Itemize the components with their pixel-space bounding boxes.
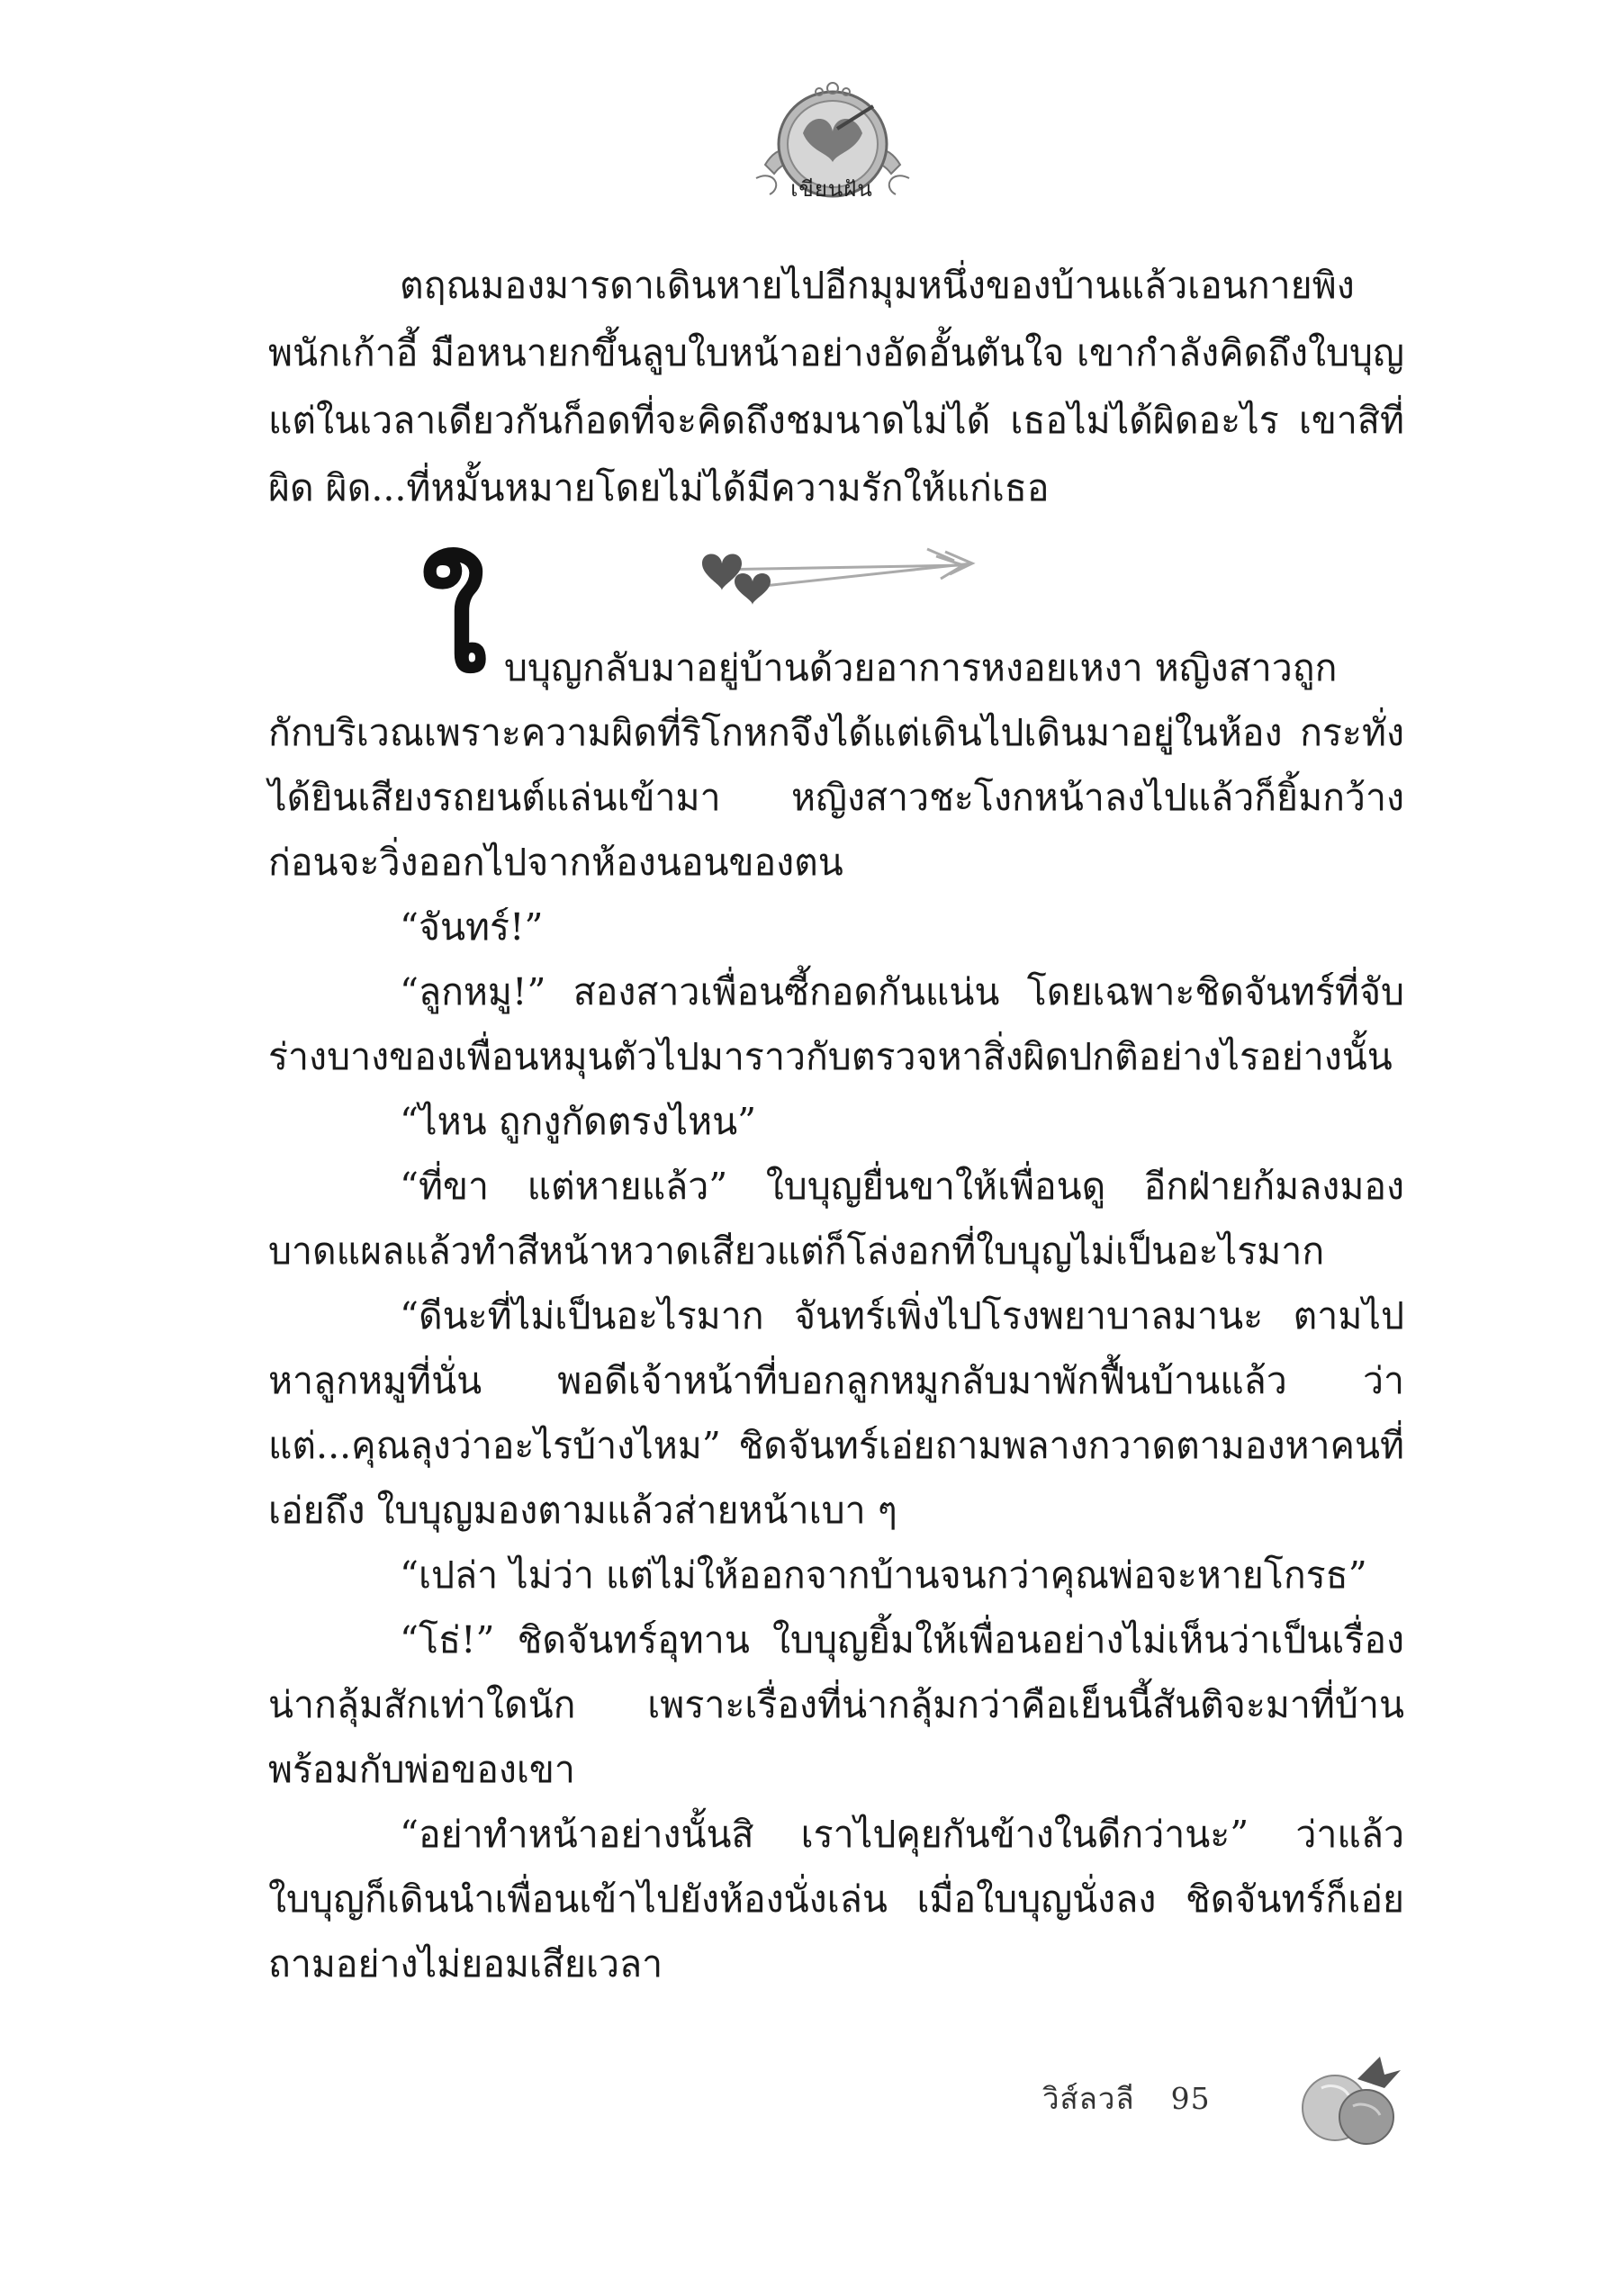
- section-1-text: [268, 252, 1404, 522]
- paragraph: “ลูกหมู!” สองสาวเพื่อนซี้กอดกันแน่น โดยเฉพาะชิดจันทร์ที่จับร่างบางของเพื่อนหมุนตัวไปมาราวกับตรวจหาสิ่งผิดปกติอย่างไรอย่างนั้น: [268, 970, 1404, 1078]
- paragraph: “อย่าทำหน้าอย่างนั้นสิ เราไปคุยกันข้างในดีกว่านะ” ว่าแล้วใบบุญก็เดินนำเพื่อนเข้าไปยังห้องนั่งเล่น เมื่อใบบุญนั่งลง ชิดจันทร์ก็เอ่ยถามอย่างไม่ยอมเสียเวลา: [268, 1813, 1404, 1985]
- page-footer: [1042, 2075, 1211, 2122]
- paragraph: ตฤณมองมารดาเดินหายไปอีกมุมหนึ่งของบ้านแล้วเอนกายพิงพนักเก้าอี้ มือหนายกขึ้นลูบใบหน้าอย่างอัดอั้นตันใจ เขากำลังคิดถึงใบบุญ แต่ในเวลาเดียวกันก็อดที่จะคิดถึงชมนาดไม่ได้ เธอไม่ได้ผิดอะไร เขาสิที่ผิด ผิด...ที่หมั้นหมายโดยไม่ได้มีความรักให้แก่เธอ: [268, 264, 1404, 509]
- section-2-first-line: [504, 635, 1402, 702]
- paragraph: “โธ่!” ชิดจันทร์อุทาน ใบบุญยิ้มให้เพื่อนอย่างไม่เห็นว่าเป็นเรื่องน่ากลุ้มสักเท่าใดนัก เพราะเรื่องที่น่ากลุ้มกว่าคือเย็นนี้สันติจะมาที่บ้านพร้อมกับพ่อของเขา: [268, 1618, 1404, 1791]
- paragraph: “ไหน ถูกงูกัดตรงไหน”: [400, 1100, 757, 1143]
- paragraph: “ดีนะที่ไม่เป็นอะไรมาก จันทร์เพิ่งไปโรงพยาบาลมานะ ตามไปหาลูกหมูที่นั่น พอดีเจ้าหน้าที่บอกลูกหมูกลับมาพักฟื้นบ้านแล้ว ว่าแต่...คุณลุงว่าอะไรบ้างไหม” ชิดจันทร์เอ่ยถามพลางกวาดตามองหาคนที่เอ่ยถึง ใบบุญมองตามแล้วส่ายหน้าเบา ๆ: [268, 1294, 1404, 1532]
- paragraph: กักบริเวณเพราะความผิดที่ริโกหกจึงได้แต่เดินไปเดินมาอยู่ในห้อง กระทั่งได้ยินเสียงรถยนต์แล่นเข้ามา หญิงสาวชะโงกหน้าลงไปแล้วก็ยิ้มกว้าง ก่อนจะวิ่งออกไปจากห้องนอนของตน: [268, 711, 1404, 884]
- drop-cap: ใ: [421, 545, 488, 703]
- section-2-text: [268, 700, 1404, 1996]
- page-number: 95: [1170, 2081, 1211, 2116]
- fruit-decoration-icon: [1294, 2052, 1402, 2151]
- paragraph: “ที่ขา แต่หายแล้ว” ใบบุญยื่นขาให้เพื่อนดู อีกฝ่ายก้มลงมองบาดแผลแล้วทำสีหน้าหวาดเสียวแต่ก็โล่งอกที่ใบบุญไม่เป็นอะไรมาก: [268, 1165, 1404, 1273]
- paragraph: “เปล่า ไม่ว่า แต่ไม่ให้ออกจากบ้านจนกว่าคุณพ่อจะหายโกรธ”: [400, 1553, 1367, 1597]
- emblem-label: เขียนฝัน: [790, 176, 873, 202]
- paragraph: “จันทร์!”: [400, 905, 544, 949]
- paragraph-first-line: บบุญกลับมาอยู่บ้านด้วยอาการหงอยเหงา หญิงสาวถูก: [504, 646, 1338, 689]
- footer-author: วิส์ลวลี: [1042, 2081, 1135, 2116]
- heart-arrows-divider-icon: [675, 538, 990, 619]
